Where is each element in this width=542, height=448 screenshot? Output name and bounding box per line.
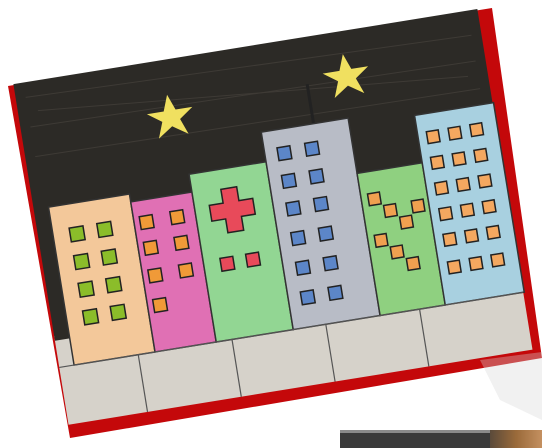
thumbnail-strip [340,430,542,448]
table-shadow [480,352,542,420]
thumbnail-color-band [490,430,542,448]
